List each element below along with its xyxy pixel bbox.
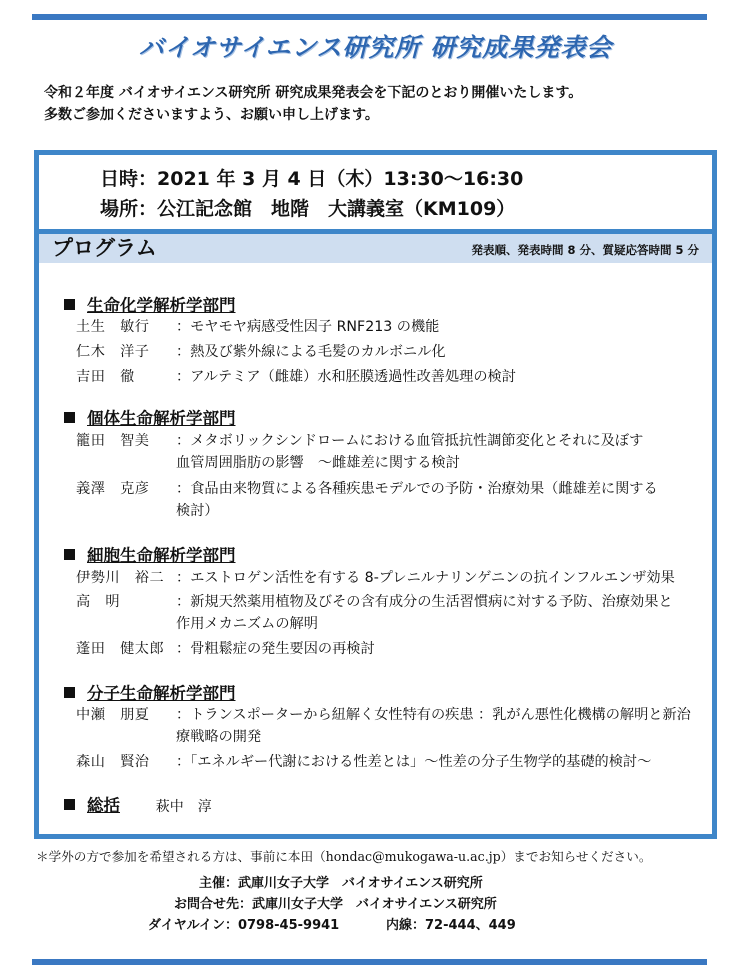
presenter-name: 伊勢川 裕二 xyxy=(76,570,165,586)
presentation-title: ：アルテミア（雌雄）水和胚膜透過性改善処理の検討 xyxy=(176,369,516,385)
summary-presenter: 萩中 淳 xyxy=(155,799,212,815)
section-heading xyxy=(64,405,236,429)
bullet-square-icon xyxy=(64,412,75,423)
list-item xyxy=(76,638,716,660)
section-heading xyxy=(64,792,212,816)
intro-text xyxy=(44,82,724,126)
bullet-square-icon xyxy=(64,299,75,310)
list-item xyxy=(76,567,716,589)
program-title: プログラム xyxy=(52,236,157,260)
section-name: 生命化学解析学部門 xyxy=(87,296,236,315)
presenter-name: 蓬田 健太郎 xyxy=(76,641,165,657)
presentation-title: ：食品由来物質による各種疾患モデルでの予防・治療効果（雌雄差に関する検討） xyxy=(176,481,658,519)
event-info xyxy=(100,164,523,224)
section-name: 総括 xyxy=(87,796,120,815)
bullet-square-icon xyxy=(64,549,75,560)
list-item xyxy=(76,430,666,474)
footer-organizer: 主催：武庫川女子大学 バイオサイエンス研究所 xyxy=(199,876,483,891)
presenter-name: 義澤 克彦 xyxy=(76,481,150,497)
event-datetime: 日時：2021 年 3 月 4 日（木）13:30〜16:30 xyxy=(100,168,524,190)
presentation-title: ：熱及び紫外線による毛髪のカルボニル化 xyxy=(176,344,446,360)
list-item xyxy=(76,341,716,363)
presentation-title: ：新規天然薬用植物及びその含有成分の生活習慣病に対する予防、治療効果と作用メカニズムの解明 xyxy=(176,594,673,632)
presentation-title: ：メタボリックシンドロームにおける血管抵抗性調節変化とそれに及ぼす 血管周囲脂肪の影響 〜雌雄差に関する検討 xyxy=(176,433,658,471)
footer-contact: お問合せ先：武庫川女子大学 バイオサイエンス研究所 xyxy=(174,897,497,912)
footer-phone: ダイヤルイン：0798-45-9941 xyxy=(148,918,340,933)
intro-line-2: 多数ご参加くださいますよう、お願い申し上げます。 xyxy=(44,107,379,123)
footer-note: ＊学外の方で参加を希望される方は、事前に本田（hondac@mukogawa-u.ac.jp）までお知らせください。 xyxy=(36,849,652,864)
presentation-title: ：モヤモヤ病感受性因子 RNF213 の機能 xyxy=(176,319,440,335)
presenter-name: 中瀬 朋夏 xyxy=(76,707,150,723)
presenter-name: 吉田 徹 xyxy=(76,369,135,385)
presenter-name: 高 明 xyxy=(76,594,121,610)
footer-extension: 内線：72-444、449 xyxy=(386,918,516,933)
section-name: 個体生命解析学部門 xyxy=(87,409,236,428)
presentation-title: ：「エネルギー代謝における性差とは」〜性差の分子生物学的基礎的検討〜 xyxy=(176,754,652,770)
top-rule xyxy=(32,14,707,20)
presentation-title: ：骨粗鬆症の発生要因の再検討 xyxy=(176,641,375,657)
presentation-title: ：エストロゲン活性を有する 8-プレニルナリンゲニンの抗インフルエンザ効果 xyxy=(176,570,675,586)
presenter-name: 土生 敏行 xyxy=(76,319,150,335)
list-item xyxy=(76,366,716,388)
page-title: バイオサイエンス研究所 研究成果発表会 xyxy=(138,33,613,62)
intro-line-1: 令和２年度 バイオサイエンス研究所 研究成果発表会を下記のとおり開催いたします。 xyxy=(44,85,583,101)
list-item xyxy=(76,751,716,773)
list-item xyxy=(76,316,716,338)
bullet-square-icon xyxy=(64,687,75,698)
section-heading xyxy=(64,680,236,704)
presentation-title: ：トランスポーターから紐解く女性特有の疾患 ：乳がん悪性化機構の解明と新治療戦略の開発 xyxy=(176,707,691,745)
bullet-square-icon xyxy=(64,799,75,810)
section-heading xyxy=(64,292,236,316)
bottom-rule xyxy=(32,959,707,965)
presenter-name: 仁木 洋子 xyxy=(76,344,150,360)
presenter-name: 籠田 智美 xyxy=(76,433,150,449)
presenter-name: 森山 賢治 xyxy=(76,754,150,770)
list-item xyxy=(76,478,666,522)
list-item xyxy=(76,591,676,635)
list-item xyxy=(76,704,696,748)
section-name: 分子生命解析学部門 xyxy=(87,684,236,703)
program-note: 発表順、発表時間 8 分、質疑応答時間 5 分 xyxy=(471,243,699,257)
event-venue: 場所：公江記念館 地階 大講義室（KM109） xyxy=(100,198,516,220)
section-name: 細胞生命解析学部門 xyxy=(87,546,236,565)
section-heading xyxy=(64,542,236,566)
